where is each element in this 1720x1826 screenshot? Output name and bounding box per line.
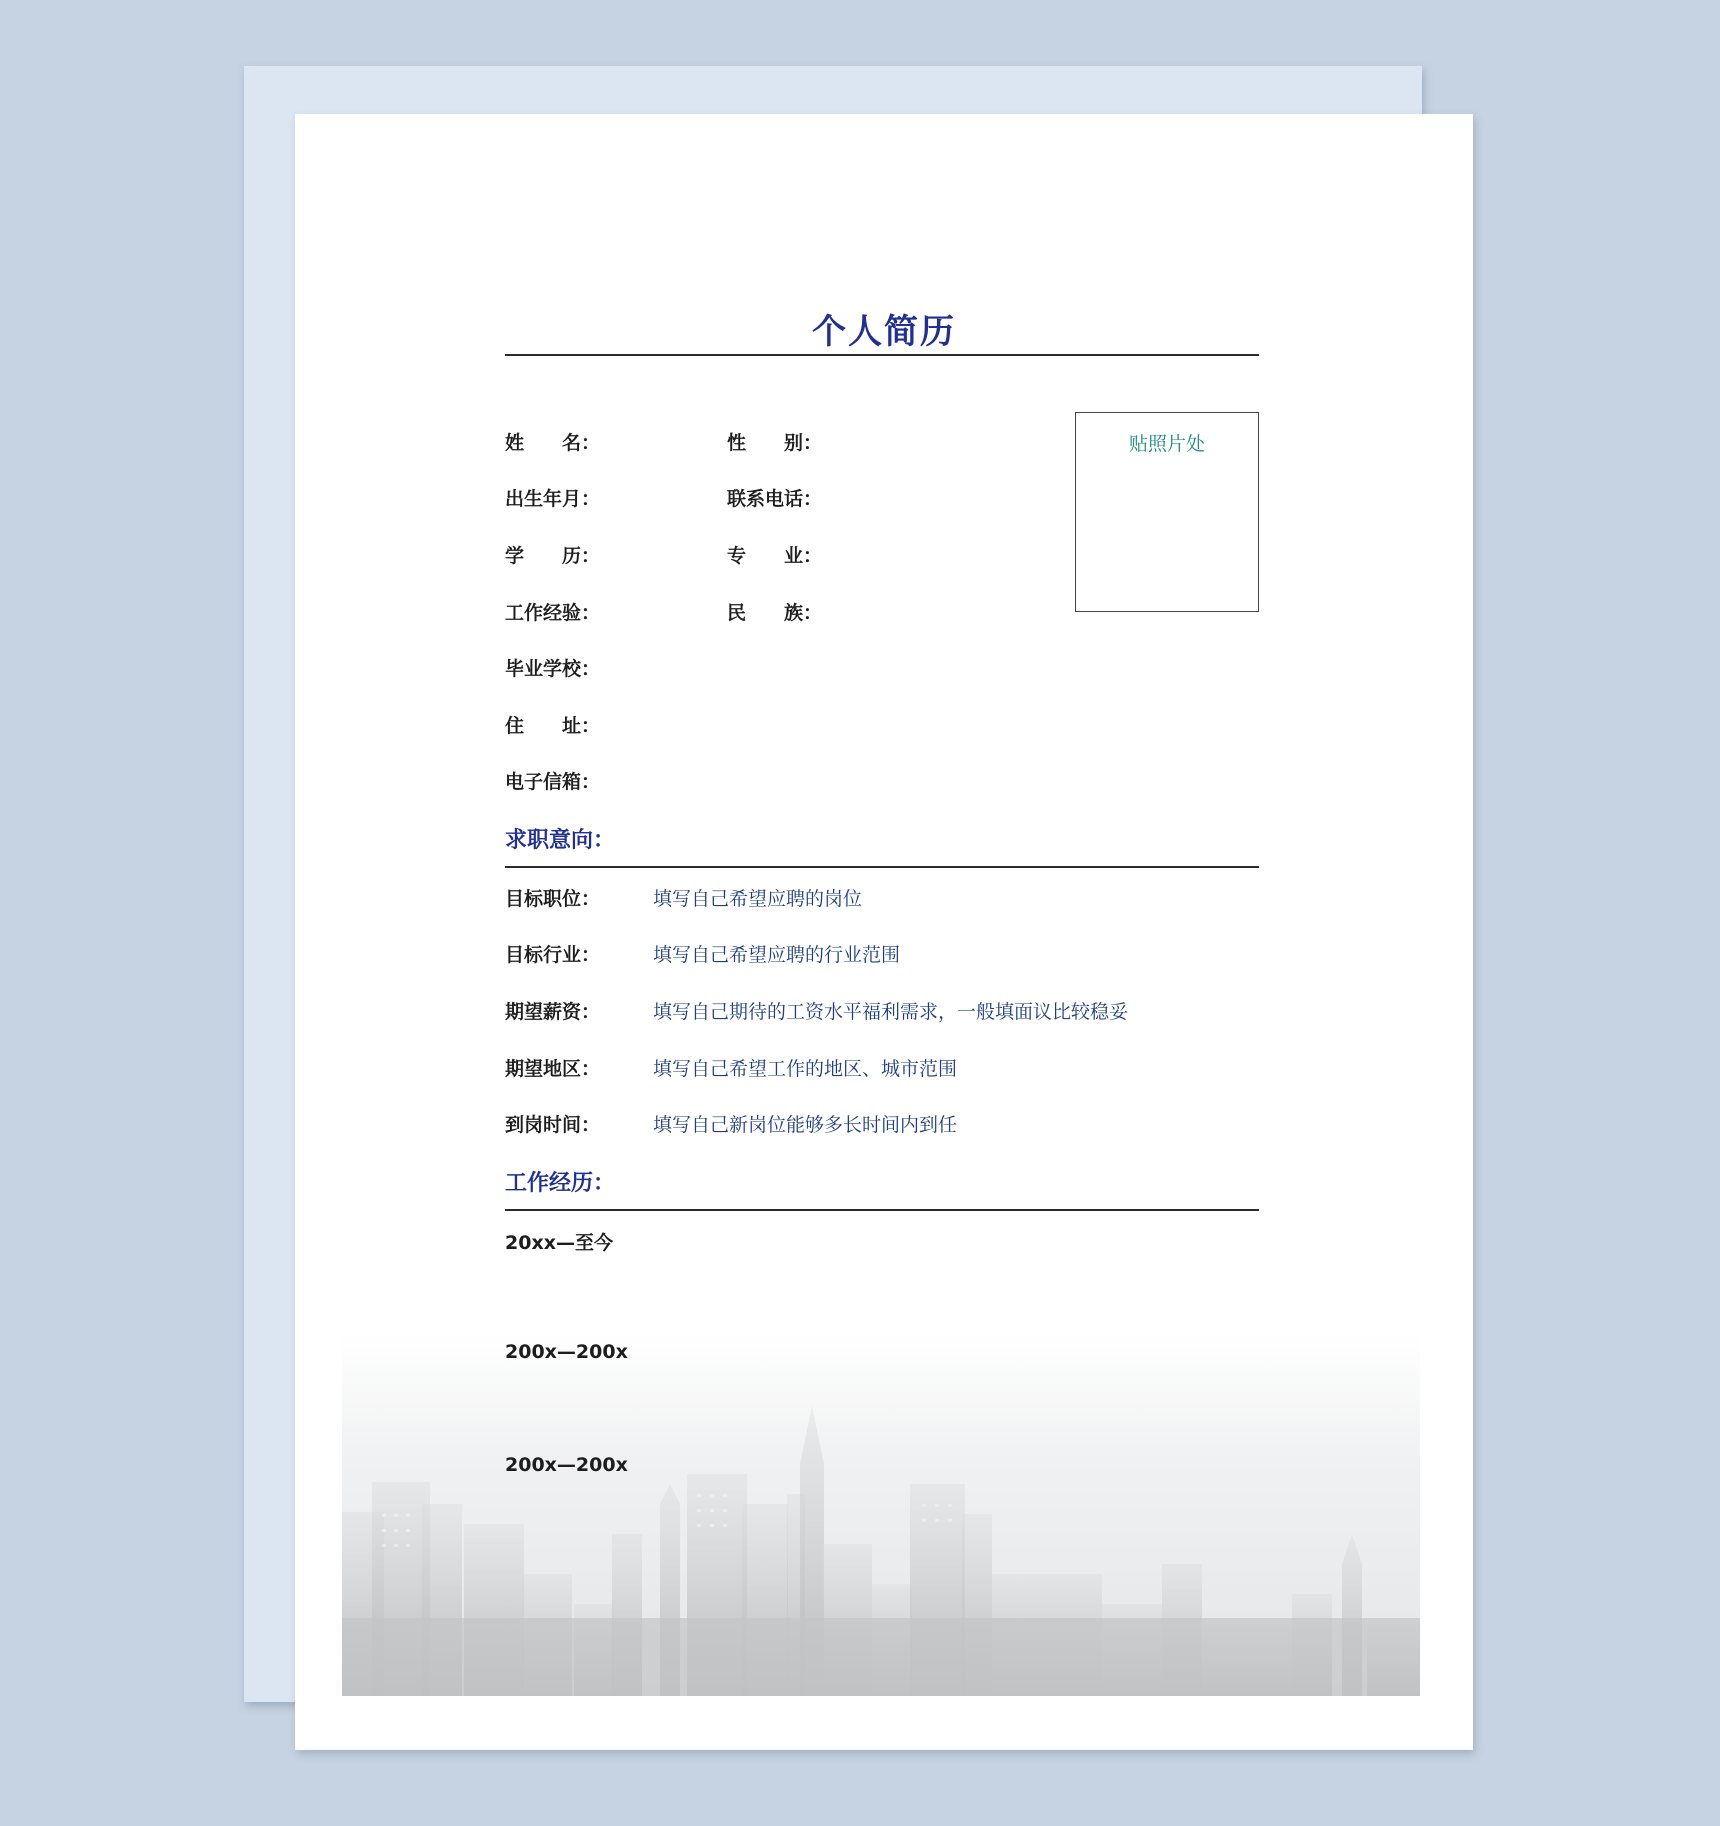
start-time-value: 填写自己新岗位能够多长时间内到任 — [653, 1114, 958, 1136]
expected-region-value: 填写自己希望工作的地区、城市范围 — [653, 1058, 958, 1080]
target-industry-value: 填写自己希望应聘的行业范围 — [653, 944, 901, 966]
resume-page — [295, 114, 1473, 1750]
work-period-3: 200x—200x — [505, 1454, 628, 1476]
birth-label: 出生年月： — [505, 488, 601, 510]
work-period-2: 200x—200x — [505, 1341, 628, 1363]
photo-placeholder-label: 贴照片处 — [1128, 433, 1205, 455]
address-label: 住 址： — [505, 715, 601, 737]
work-period-1: 20xx—至今 — [505, 1232, 613, 1254]
title-divider — [505, 354, 1259, 356]
education-label: 学 历： — [505, 545, 601, 567]
photo-placeholder-box[interactable] — [1075, 412, 1259, 612]
ethnicity-label: 民 族： — [727, 602, 823, 624]
start-time-label: 到岗时间： — [505, 1114, 601, 1136]
major-label: 专 业： — [727, 545, 823, 567]
gender-label: 性 别： — [727, 432, 823, 454]
target-industry-label: 目标行业： — [505, 944, 601, 966]
target-position-label: 目标职位： — [505, 888, 601, 910]
city-skyline-background — [342, 1334, 1420, 1696]
school-label: 毕业学校： — [505, 658, 601, 680]
job-intent-heading: 求职意向： — [505, 828, 616, 853]
resume-title: 个人简历 — [812, 312, 956, 352]
work-history-heading: 工作经历： — [505, 1171, 616, 1196]
expected-region-label: 期望地区： — [505, 1058, 601, 1080]
email-label: 电子信箱： — [505, 771, 601, 793]
work-history-divider — [505, 1209, 1259, 1211]
experience-label: 工作经验： — [505, 602, 601, 624]
expected-salary-value: 填写自己期待的工资水平福利需求，一般填面议比较稳妥 — [653, 1001, 1129, 1023]
job-intent-divider — [505, 866, 1259, 868]
phone-label: 联系电话： — [727, 488, 823, 510]
target-position-value: 填写自己希望应聘的岗位 — [653, 888, 863, 910]
expected-salary-label: 期望薪资： — [505, 1001, 601, 1023]
name-label: 姓 名： — [505, 432, 601, 454]
